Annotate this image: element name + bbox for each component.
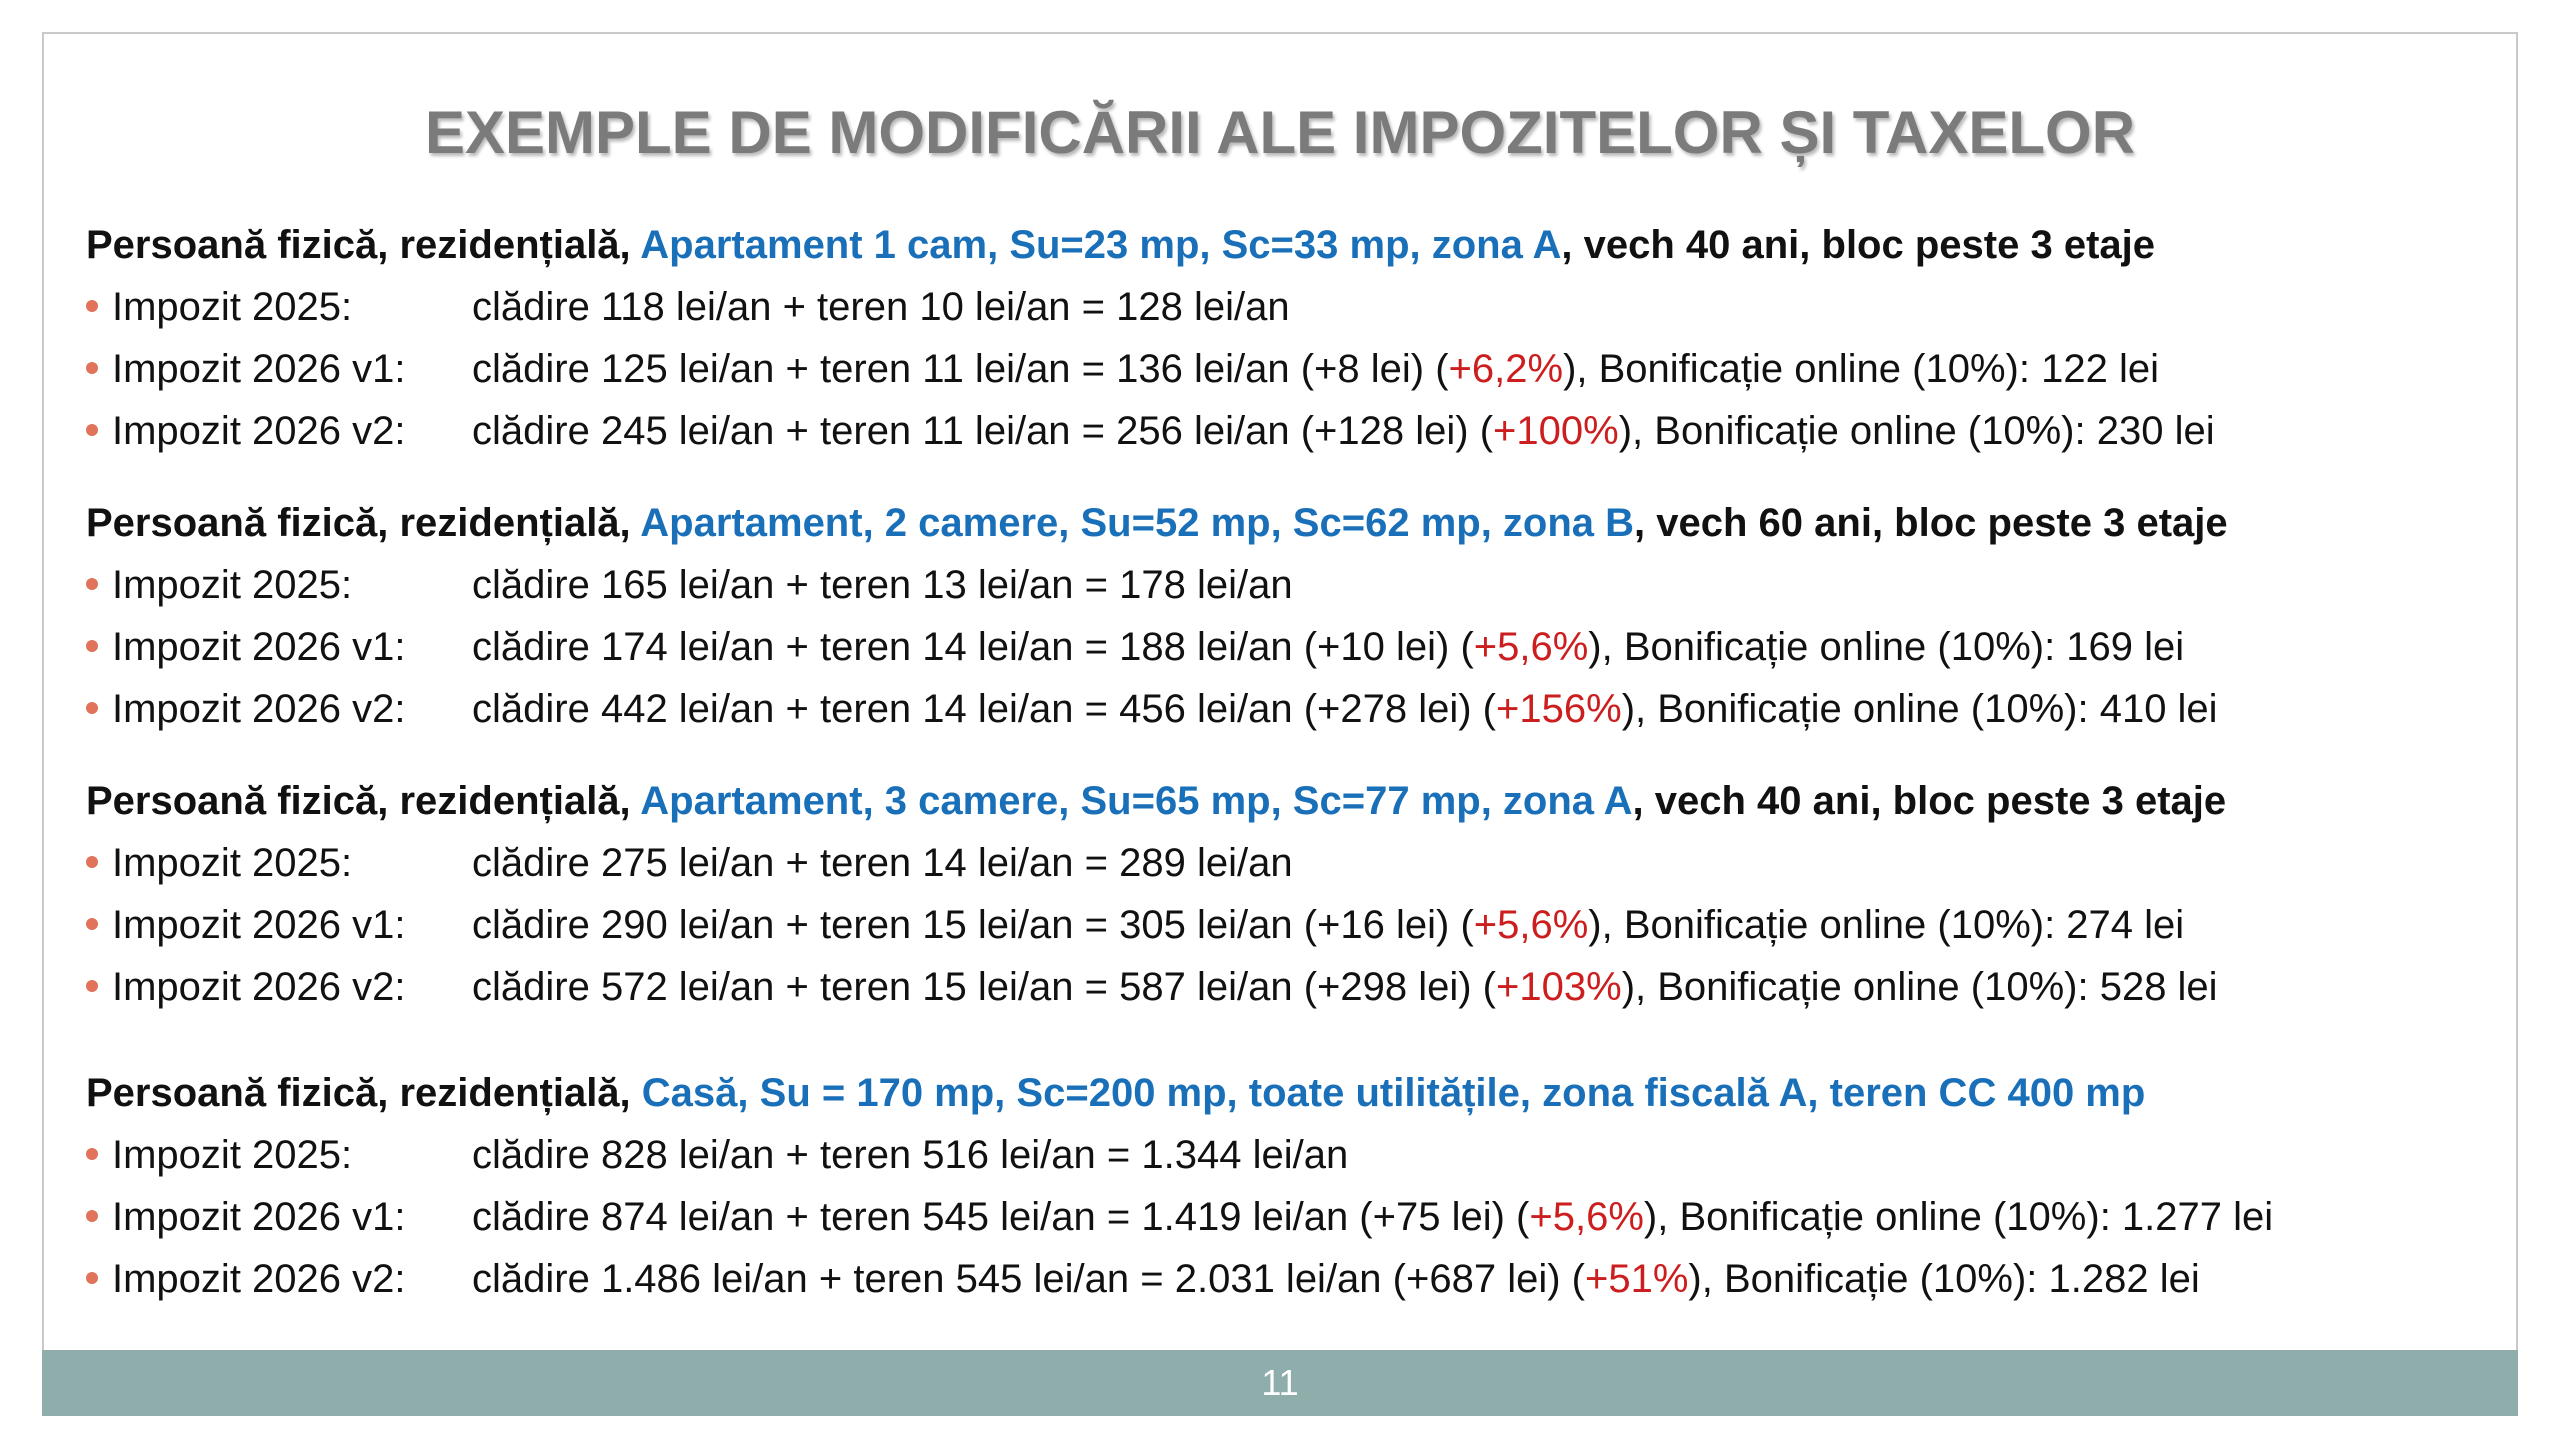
tax-row <box>86 1248 2466 1310</box>
tax-calculation: clădire 442 lei/an + teren 14 lei/an = 456 lei/an (+278 lei) ( <box>472 687 1497 731</box>
online-discount: ), Bonificație online (10%): 122 lei <box>1563 347 2159 391</box>
tax-row <box>86 894 2466 956</box>
tax-year-label: Impozit 2025: <box>112 285 353 329</box>
footer-bar <box>42 1350 2518 1416</box>
percent-change: +100% <box>1493 409 1619 453</box>
tax-calculation: clădire 1.486 lei/an + teren 545 lei/an = 2.031 lei/an (+687 lei) ( <box>472 1257 1585 1301</box>
tax-calculation: clădire 125 lei/an + teren 11 lei/an = 136 lei/an (+8 lei) ( <box>472 347 1449 391</box>
tax-row <box>86 1186 2466 1248</box>
tax-year-label: Impozit 2026 v2: <box>112 965 406 1009</box>
tax-calculation: clădire 275 lei/an + teren 14 lei/an = 289 lei/an <box>472 841 1293 885</box>
tax-year-label: Impozit 2025: <box>112 841 353 885</box>
percent-change: +156% <box>1496 687 1622 731</box>
bullet-icon <box>86 362 98 374</box>
tax-detail <box>472 1248 2200 1310</box>
tax-year-label: Impozit 2026 v1: <box>112 625 406 669</box>
tax-detail <box>472 400 2215 462</box>
heading-property-description: Apartament 1 cam, Su=23 mp, Sc=33 mp, zona A <box>640 223 1562 267</box>
tax-row <box>86 276 2466 338</box>
tax-calculation: clădire 118 lei/an + teren 10 lei/an = 128 lei/an <box>472 285 1290 329</box>
heading-suffix: , vech 60 ani, bloc peste 3 etaje <box>1634 501 2228 545</box>
tax-detail <box>472 1124 1348 1186</box>
tax-calculation: clădire 245 lei/an + teren 11 lei/an = 256 lei/an (+128 lei) ( <box>472 409 1494 453</box>
tax-example-section <box>86 492 2466 740</box>
tax-row <box>86 678 2466 740</box>
tax-detail <box>472 338 2159 400</box>
percent-change: +5,6% <box>1473 903 1589 947</box>
heading-prefix: Persoană fizică, rezidențială, <box>86 1071 642 1115</box>
tax-year-label: Impozit 2026 v2: <box>112 687 406 731</box>
online-discount: ), Bonificație online (10%): 410 lei <box>1621 687 2218 731</box>
tax-example-section <box>86 770 2466 1018</box>
tax-calculation: clădire 874 lei/an + teren 545 lei/an = 1.419 lei/an (+75 lei) ( <box>472 1195 1530 1239</box>
tax-row <box>86 616 2466 678</box>
section-heading <box>86 214 2466 276</box>
online-discount: ), Bonificație online (10%): 1.277 lei <box>1643 1195 2274 1239</box>
bullet-icon <box>86 918 98 930</box>
tax-row <box>86 832 2466 894</box>
heading-property-description: Apartament, 2 camere, Su=52 mp, Sc=62 mp, zona B <box>640 501 1635 545</box>
heading-prefix: Persoană fizică, rezidențială, <box>86 501 641 545</box>
percent-change: +5,6% <box>1529 1195 1644 1239</box>
section-heading <box>86 770 2466 832</box>
tax-calculation: clădire 828 lei/an + teren 516 lei/an = 1.344 lei/an <box>472 1133 1349 1177</box>
percent-change: +103% <box>1496 965 1622 1009</box>
tax-year-label: Impozit 2026 v1: <box>112 347 406 391</box>
heading-prefix: Persoană fizică, rezidențială, <box>86 223 641 267</box>
tax-example-section <box>86 1062 2466 1310</box>
tax-example-section <box>86 214 2466 462</box>
bullet-icon <box>86 578 98 590</box>
tax-detail <box>472 276 1290 338</box>
bullet-icon <box>86 640 98 652</box>
tax-detail <box>472 894 2184 956</box>
bullet-icon <box>86 702 98 714</box>
online-discount: ), Bonificație online (10%): 528 lei <box>1621 965 2218 1009</box>
tax-calculation: clădire 165 lei/an + teren 13 lei/an = 178 lei/an <box>472 563 1293 607</box>
heading-prefix: Persoană fizică, rezidențială, <box>86 779 641 823</box>
tax-row <box>86 956 2466 1018</box>
online-discount: ), Bonificație (10%): 1.282 lei <box>1688 1257 2200 1301</box>
percent-change: +51% <box>1584 1257 1689 1301</box>
heading-suffix: , vech 40 ani, bloc peste 3 etaje <box>1561 223 2155 267</box>
tax-detail <box>472 1186 2273 1248</box>
tax-row <box>86 1124 2466 1186</box>
tax-detail <box>472 554 1293 616</box>
percent-change: +6,2% <box>1448 347 1564 391</box>
tax-year-label: Impozit 2026 v1: <box>112 1195 406 1239</box>
heading-property-description: Apartament, 3 camere, Su=65 mp, Sc=77 mp, zona A <box>640 779 1633 823</box>
bullet-icon <box>86 980 98 992</box>
tax-row <box>86 400 2466 462</box>
bullet-icon <box>86 300 98 312</box>
tax-detail <box>472 678 2218 740</box>
tax-row <box>86 338 2466 400</box>
bullet-icon <box>86 1210 98 1222</box>
online-discount: ), Bonificație online (10%): 169 lei <box>1588 625 2185 669</box>
heading-suffix: , vech 40 ani, bloc peste 3 etaje <box>1632 779 2227 823</box>
section-heading <box>86 1062 2466 1124</box>
heading-property-description: Casă, Su = 170 mp, Sc=200 mp, toate utilitățile, zona fiscală A, teren CC 400 mp <box>641 1071 2146 1115</box>
tax-year-label: Impozit 2025: <box>112 563 353 607</box>
online-discount: ), Bonificație online (10%): 274 lei <box>1588 903 2185 947</box>
tax-calculation: clădire 572 lei/an + teren 15 lei/an = 587 lei/an (+298 lei) ( <box>472 965 1497 1009</box>
bullet-icon <box>86 856 98 868</box>
tax-calculation: clădire 290 lei/an + teren 15 lei/an = 305 lei/an (+16 lei) ( <box>472 903 1474 947</box>
tax-year-label: Impozit 2026 v2: <box>112 409 406 453</box>
bullet-icon <box>86 1148 98 1160</box>
tax-row <box>86 554 2466 616</box>
bullet-icon <box>86 424 98 436</box>
section-heading <box>86 492 2466 554</box>
page-number: 11 <box>1261 1362 1299 1403</box>
online-discount: ), Bonificație online (10%): 230 lei <box>1618 409 2215 453</box>
percent-change: +5,6% <box>1473 625 1589 669</box>
tax-year-label: Impozit 2025: <box>112 1133 353 1177</box>
slide-title: EXEMPLE DE MODIFICĂRII ALE IMPOZITELOR ȘI TAXELOR <box>424 99 2136 166</box>
bullet-icon <box>86 1272 98 1284</box>
tax-detail <box>472 616 2184 678</box>
tax-year-label: Impozit 2026 v1: <box>112 903 406 947</box>
tax-calculation: clădire 174 lei/an + teren 14 lei/an = 188 lei/an (+10 lei) ( <box>472 625 1474 669</box>
tax-detail <box>472 832 1293 894</box>
tax-year-label: Impozit 2026 v2: <box>112 1257 406 1301</box>
tax-detail <box>472 956 2218 1018</box>
